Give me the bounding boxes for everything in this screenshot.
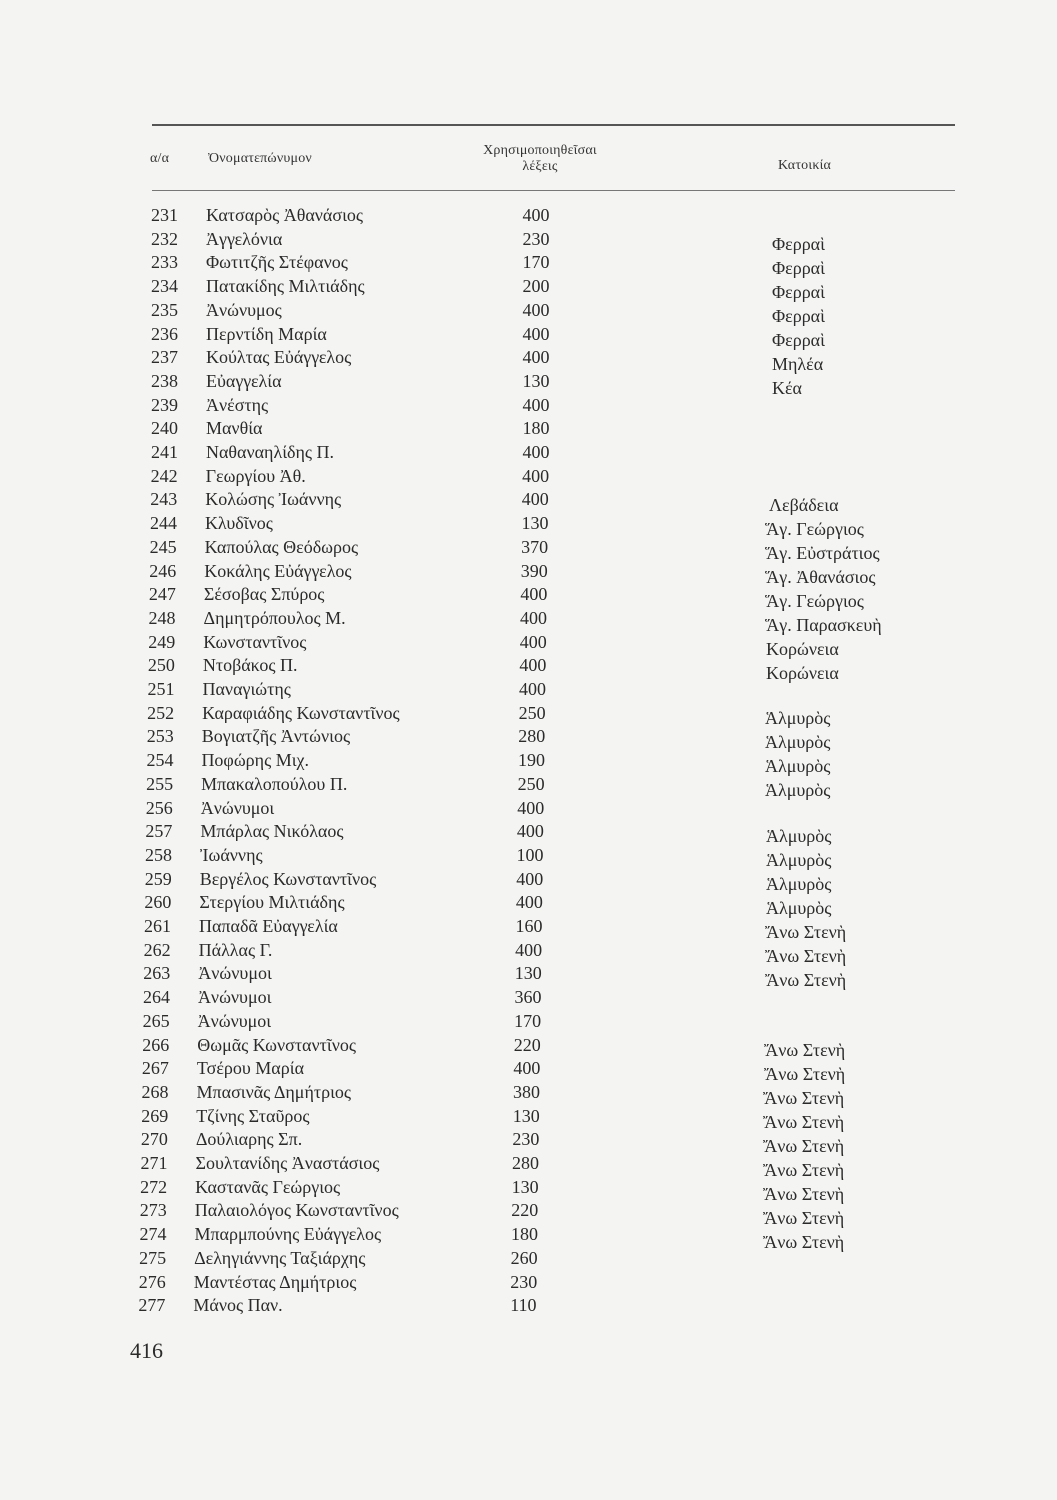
row-number: 243 — [150, 489, 178, 510]
location-entry: Μηλέα — [772, 354, 824, 374]
row-number: 239 — [151, 394, 178, 415]
row-words: 160 — [515, 916, 543, 936]
row-name: Ντοβάκος Π. — [202, 655, 298, 676]
table-row — [0, 203, 1057, 227]
row-number: 260 — [144, 892, 172, 913]
table-row — [0, 250, 1057, 274]
row-words: 130 — [521, 513, 549, 534]
location-entry: Ἁλμυρὸς — [766, 898, 832, 918]
row-words: 190 — [517, 750, 545, 771]
page-number: 416 — [130, 1338, 163, 1363]
table-row — [0, 227, 1057, 251]
row-words: 360 — [514, 987, 542, 1008]
location-entry: Ἅγ. Εὐστράτιος — [765, 543, 880, 563]
table-row — [0, 582, 1057, 606]
row-words: 100 — [516, 844, 544, 865]
row-name: Στεργίου Μιλτιάδης — [199, 892, 345, 913]
table-row — [0, 1222, 1057, 1246]
table-row — [0, 369, 1057, 393]
row-name: Ἰωάννης — [200, 844, 263, 865]
table-row — [0, 772, 1057, 796]
row-name: Μπακαλοπούλου Π. — [201, 773, 348, 794]
location-entry: Ἁλμυρὸς — [765, 780, 831, 800]
table-row — [0, 1246, 1057, 1270]
row-number: 253 — [146, 726, 174, 747]
location-entry: Κέα — [772, 378, 802, 398]
row-number: 242 — [150, 465, 178, 486]
row-words: 130 — [514, 963, 542, 984]
row-name: Σέσοβας Σπύρος — [203, 584, 325, 605]
table-row — [0, 843, 1057, 867]
location-entry: Ἅγ. Γεώργιος — [765, 591, 864, 611]
location-entry: Λεβάδεια — [769, 495, 839, 515]
row-words: 180 — [522, 418, 550, 439]
row-number: 267 — [141, 1058, 169, 1079]
row-number: 263 — [143, 963, 171, 984]
row-number: 240 — [151, 418, 178, 439]
row-number: 270 — [140, 1129, 168, 1150]
row-name: Ἀνώνυμοι — [197, 987, 272, 1008]
table-row — [0, 416, 1057, 440]
column-header-number: α/α — [150, 151, 170, 166]
column-header-words-line1: Χρησιμοποιηθεῖσαι — [483, 143, 597, 158]
location-entry: Ἄνω Στενὴ — [765, 922, 847, 942]
table-row — [0, 274, 1057, 298]
row-words: 390 — [520, 560, 548, 581]
row-name: Τζίνης Σταῦρος — [196, 1105, 310, 1126]
location-entry: Ἄνω Στενὴ — [763, 1160, 845, 1180]
row-number: 276 — [138, 1271, 166, 1292]
column-header-name: Ὀνοματεπώνυμον — [208, 151, 312, 166]
row-name: Δημητρόπουλος Μ. — [203, 607, 346, 628]
row-number: 246 — [149, 560, 177, 581]
location-entry: Ἄνω Στενὴ — [763, 1208, 845, 1228]
row-name: Μαντέστας Δημήτριος — [193, 1271, 357, 1292]
row-number: 237 — [151, 347, 178, 368]
row-words: 230 — [522, 228, 550, 249]
row-words: 220 — [511, 1200, 539, 1221]
table-row — [0, 1127, 1057, 1151]
table-row — [0, 630, 1057, 654]
row-number: 245 — [149, 536, 177, 557]
table-row — [0, 298, 1057, 322]
row-name: Φωτιτζῆς Στέφανος — [206, 252, 348, 273]
row-words: 400 — [522, 205, 550, 225]
table-row — [0, 985, 1057, 1009]
row-name: Μανθία — [206, 418, 263, 439]
table-row — [0, 393, 1057, 417]
table-row — [0, 606, 1057, 630]
table-row — [0, 961, 1057, 985]
row-words: 110 — [510, 1295, 537, 1316]
row-words: 130 — [511, 1176, 539, 1197]
table-row — [0, 1080, 1057, 1104]
row-number: 251 — [147, 679, 175, 699]
table-row — [0, 819, 1057, 843]
row-number: 259 — [144, 868, 172, 889]
table-row — [0, 653, 1057, 677]
row-words: 280 — [512, 1153, 539, 1173]
row-number: 268 — [141, 1081, 169, 1102]
row-words: 130 — [512, 1105, 540, 1126]
row-number: 231 — [151, 205, 178, 225]
row-name: Ποφώρης Μιχ. — [201, 750, 310, 771]
row-number: 265 — [142, 1010, 170, 1031]
row-name: Μπασινᾶς Δημήτριος — [196, 1081, 352, 1102]
row-name: Καπούλας Θεόδωρος — [204, 536, 359, 557]
row-words: 250 — [518, 702, 546, 723]
location-entry: Ἅγ. Γεώργιος — [765, 519, 864, 539]
location-entry: Φερραὶ — [772, 282, 825, 302]
row-number: 258 — [145, 844, 173, 865]
row-words: 200 — [522, 276, 550, 297]
table-row — [0, 1175, 1057, 1199]
row-name: Γεωργίου Ἀθ. — [205, 465, 306, 486]
row-name: Παναγιώτης — [202, 679, 291, 699]
row-number: 272 — [140, 1176, 168, 1197]
location-entry: Ἄνω Στενὴ — [764, 1064, 846, 1084]
location-entry: Ἄνω Στενὴ — [763, 1184, 845, 1204]
row-name: Τσέρου Μαρία — [196, 1058, 304, 1079]
row-number: 236 — [151, 323, 178, 344]
table-row — [0, 511, 1057, 535]
location-entry: Ἁλμυρὸς — [766, 874, 832, 894]
row-name: Ἀγγελόνια — [206, 228, 283, 249]
row-number: 262 — [143, 939, 171, 960]
row-number: 254 — [146, 750, 174, 771]
row-name: Δεληγιάννης Ταξιάρχης — [194, 1247, 366, 1268]
row-number: 238 — [151, 370, 178, 391]
location-entry: Ἄνω Στενὴ — [765, 946, 847, 966]
row-words: 280 — [518, 726, 546, 747]
location-entry: Ἁλμυρὸς — [765, 708, 831, 728]
row-words: 380 — [513, 1081, 541, 1102]
table-row — [0, 1151, 1057, 1175]
row-words: 400 — [522, 465, 550, 486]
table-row — [0, 440, 1057, 464]
table-row — [0, 938, 1057, 962]
row-number: 255 — [146, 773, 174, 794]
table-row — [0, 1293, 1057, 1317]
row-number: 233 — [151, 252, 178, 273]
row-name: Παλαιολόγος Κωνσταντῖνος — [194, 1200, 399, 1221]
row-number: 275 — [139, 1247, 167, 1268]
row-number: 235 — [151, 299, 178, 320]
row-words: 130 — [522, 370, 550, 391]
location-entry: Φερραὶ — [772, 258, 825, 278]
row-number: 266 — [142, 1034, 170, 1055]
row-name: Πατακίδης Μιλτιάδης — [206, 276, 365, 297]
row-name: Καστανᾶς Γεώργιος — [195, 1176, 341, 1197]
column-header-words — [455, 143, 625, 175]
row-name: Σουλτανίδης Ἀναστάσιος — [195, 1153, 380, 1173]
header-bottom-rule — [152, 190, 955, 191]
table-row — [0, 559, 1057, 583]
table-row — [0, 1104, 1057, 1128]
row-name: Κούλτας Εὐάγγελος — [206, 347, 352, 368]
row-number: 250 — [147, 655, 175, 676]
column-header-words-line2: λέξεις — [522, 159, 558, 174]
location-entry: Φερραὶ — [772, 234, 825, 254]
row-name: Εὐαγγελία — [206, 370, 282, 391]
row-words: 400 — [522, 323, 550, 344]
location-entry: Ἄνω Στενὴ — [763, 1232, 845, 1252]
row-words: 400 — [519, 655, 547, 676]
row-number: 257 — [145, 821, 173, 842]
table-row — [0, 322, 1057, 346]
row-number: 234 — [151, 276, 178, 297]
row-number: 247 — [148, 584, 176, 605]
table-row — [0, 724, 1057, 748]
row-words: 400 — [519, 679, 546, 699]
location-entry: Κορώνεια — [766, 663, 839, 683]
row-words: 220 — [513, 1034, 541, 1055]
row-name: Θωμᾶς Κωνσταντῖνος — [197, 1034, 356, 1055]
table-row — [0, 796, 1057, 820]
row-number: 248 — [148, 607, 176, 628]
row-number: 277 — [138, 1295, 166, 1316]
row-name: Μπαρμπούνης Εὐάγγελος — [194, 1224, 382, 1245]
row-name: Μάνος Παν. — [193, 1295, 283, 1316]
row-words: 170 — [522, 252, 550, 273]
row-number: 252 — [147, 702, 175, 723]
row-words: 400 — [522, 299, 550, 320]
location-entry: Ἄνω Στενὴ — [765, 970, 847, 990]
row-words: 400 — [516, 868, 544, 889]
row-words: 370 — [521, 536, 549, 557]
row-words: 400 — [521, 489, 549, 510]
row-name: Βεργέλος Κωνσταντῖνος — [199, 868, 377, 889]
table-row — [0, 1056, 1057, 1080]
row-number: 273 — [139, 1200, 167, 1221]
row-words: 260 — [510, 1247, 538, 1268]
row-name: Δούλιαρης Σπ. — [195, 1129, 303, 1150]
row-words: 170 — [514, 1010, 542, 1031]
location-entry: Ἅγ. Παρασκευὴ — [765, 615, 882, 635]
row-words: 400 — [520, 584, 548, 605]
row-words: 230 — [510, 1271, 538, 1292]
row-words: 400 — [522, 394, 550, 415]
location-entry: Ἁλμυρὸς — [766, 826, 832, 846]
row-number: 271 — [140, 1153, 168, 1173]
row-words: 400 — [516, 821, 544, 842]
row-name: Κολώσης Ἰωάννης — [205, 489, 342, 510]
location-entry: Ἁλμυρὸς — [766, 850, 832, 870]
column-header-location: Κατοικία — [778, 158, 832, 173]
header-top-rule — [152, 124, 955, 126]
table-row — [0, 1033, 1057, 1057]
row-words: 400 — [515, 892, 543, 913]
row-name: Κατσαρὸς Ἀθανάσιος — [206, 205, 364, 225]
table-row — [0, 535, 1057, 559]
row-name: Μπάρλας Νικόλαος — [200, 821, 344, 842]
row-words: 230 — [512, 1129, 540, 1150]
location-entry: Ἅγ. Ἀθανάσιος — [765, 567, 876, 587]
row-name: Κλυδῖνος — [204, 513, 273, 534]
row-number: 249 — [148, 631, 176, 652]
row-name: Κοκάλης Εὐάγγελος — [204, 560, 352, 581]
location-entry: Ἁλμυρὸς — [765, 732, 831, 752]
row-words: 400 — [522, 442, 550, 462]
row-words: 400 — [520, 607, 548, 628]
row-number: 274 — [139, 1224, 167, 1245]
location-entry: Ἄνω Στενὴ — [763, 1088, 845, 1108]
row-words: 250 — [517, 773, 545, 794]
table-row — [0, 677, 1057, 701]
row-name: Παπαδᾶ Εὐαγγελία — [199, 916, 338, 936]
location-entry: Φερραὶ — [772, 330, 825, 350]
table-row — [0, 867, 1057, 891]
row-words: 400 — [515, 939, 543, 960]
table-row — [0, 748, 1057, 772]
location-entry: Κορώνεια — [766, 639, 839, 659]
location-entry: Ἁλμυρὸς — [765, 756, 831, 776]
row-words: 400 — [519, 631, 547, 652]
row-number: 261 — [144, 916, 171, 936]
row-number: 241 — [151, 442, 178, 462]
row-name: Πάλλας Γ. — [198, 939, 273, 960]
row-name: Ἀνώνυμοι — [197, 1010, 272, 1031]
row-number: 269 — [141, 1105, 169, 1126]
table-row — [0, 1270, 1057, 1294]
row-name: Βογιατζῆς Ἀντώνιος — [201, 726, 351, 747]
row-name: Κωνσταντῖνος — [203, 631, 307, 652]
row-name: Ἀνέστης — [206, 394, 269, 415]
row-number: 256 — [145, 797, 173, 818]
row-name: Ναθαναηλίδης Π. — [206, 442, 335, 462]
table-row — [0, 890, 1057, 914]
table-row — [0, 1009, 1057, 1033]
location-entry: Ἄνω Στενὴ — [763, 1112, 845, 1132]
row-number: 244 — [149, 513, 177, 534]
table-row — [0, 1198, 1057, 1222]
table-row — [0, 914, 1057, 938]
row-words: 400 — [513, 1058, 541, 1079]
location-entry: Φερραὶ — [772, 306, 825, 326]
table-row — [0, 701, 1057, 725]
row-number: 264 — [142, 987, 170, 1008]
table-row — [0, 464, 1057, 488]
row-name: Ἀνώνυμοι — [198, 963, 272, 984]
location-entry: Ἄνω Στενὴ — [763, 1136, 845, 1156]
row-name: Ἀνώνυμος — [206, 299, 282, 320]
row-name: Ἀνώνυμοι — [200, 797, 275, 818]
row-words: 400 — [522, 347, 550, 368]
row-name: Περντίδη Μαρία — [206, 323, 327, 344]
row-words: 180 — [510, 1224, 538, 1245]
table-row — [0, 487, 1057, 511]
row-words: 400 — [517, 797, 545, 818]
location-entry: Ἄνω Στενὴ — [764, 1040, 846, 1060]
row-number: 232 — [151, 228, 178, 249]
row-name: Καραφιάδης Κωνσταντῖνος — [202, 702, 400, 723]
table-row — [0, 345, 1057, 369]
